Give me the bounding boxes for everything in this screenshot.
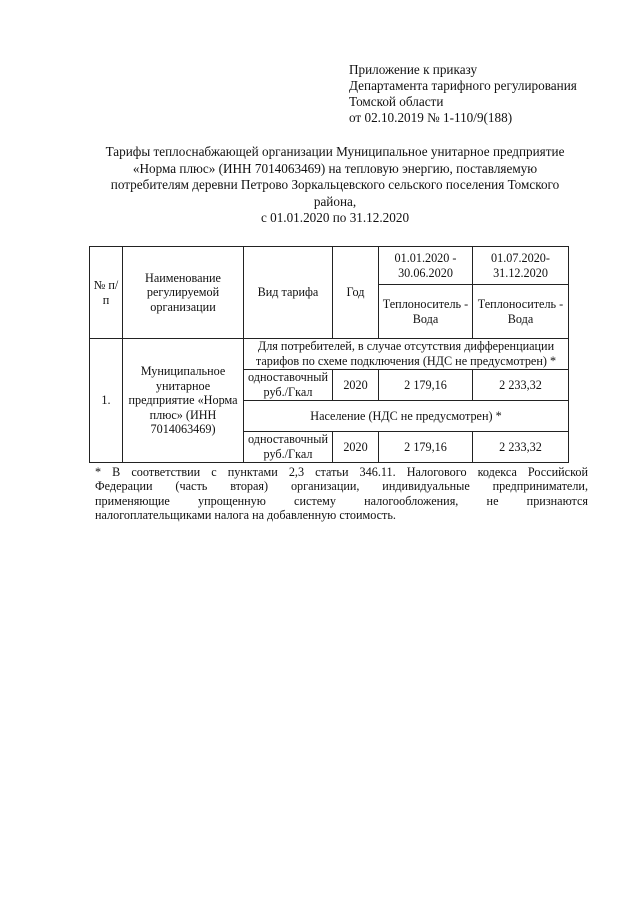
title-line: Тарифы теплоснабжающей организации Муниципальное унитарное предприятие xyxy=(105,144,565,159)
title-line: потребителям деревни Петрово Зоркальцевского сельского поселения Томского xyxy=(110,177,560,192)
footnote xyxy=(95,465,588,522)
header-tariff-type: Вид тарифа xyxy=(244,247,333,339)
title-line: с 01.01.2020 по 31.12.2020 xyxy=(260,210,410,225)
tariff-type-cell: одноставочный руб./Гкал xyxy=(244,370,333,401)
header-period-1: 01.01.2020 - 30.06.2020 xyxy=(379,247,473,285)
appendix-line: Приложение к приказу xyxy=(349,62,478,77)
title-line: «Норма плюс» (ИНН 7014063469) на тепловую энергию, поставляемую xyxy=(132,160,538,176)
appendix-block xyxy=(349,62,577,126)
header-carrier-2: Теплоноситель - Вода xyxy=(473,285,569,339)
table-header-row xyxy=(90,247,569,285)
year-cell: 2020 xyxy=(333,370,379,401)
appendix-line: от 02.10.2019 № 1-110/9(188) xyxy=(349,110,513,125)
consumer-group-label: Население (НДС не предусмотрен) * xyxy=(244,401,569,432)
value-cell: 2 233,32 xyxy=(473,432,569,463)
footnote-line: Федерации (часть вторая) организации, индивидуальные предприниматели, xyxy=(95,479,588,494)
footnote-line: * В соответствии с пунктами 2,3 статьи 346.11. Налогового кодекса Российской xyxy=(95,465,588,479)
value-cell: 2 233,32 xyxy=(473,370,569,401)
tariff-type-cell: одноставочный руб./Гкал xyxy=(244,432,333,463)
header-carrier-1: Теплоноситель - Вода xyxy=(379,285,473,339)
value-cell: 2 179,16 xyxy=(379,432,473,463)
document-title xyxy=(90,144,580,227)
table-row xyxy=(90,339,569,370)
tariff-table xyxy=(89,246,569,463)
appendix-line: Томской области xyxy=(349,94,444,109)
value-cell: 2 179,16 xyxy=(379,370,473,401)
year-cell: 2020 xyxy=(333,432,379,463)
appendix-line: Департамента тарифного регулирования xyxy=(349,78,577,93)
footnote-line: применяющие упрощенную систему налогообложения, не признаются xyxy=(95,493,588,508)
row-number: 1. xyxy=(90,339,123,463)
organization-name: Муниципальное унитарное предприятие «Норма плюс» (ИНН 7014063469) xyxy=(123,339,244,463)
header-num: № п/п xyxy=(90,247,123,339)
footnote-line: налогоплательщиками налога на добавленную стоимость. xyxy=(95,507,396,522)
header-period-2: 01.07.2020- 31.12.2020 xyxy=(473,247,569,285)
consumer-group-label: Для потребителей, в случае отсутствия дифференциации тарифов по схеме подключения (НДС не предусмотрен) * xyxy=(244,339,569,370)
header-year: Год xyxy=(333,247,379,339)
header-organization: Наименование регулируемой организации xyxy=(123,247,244,339)
title-line: района, xyxy=(313,193,357,209)
